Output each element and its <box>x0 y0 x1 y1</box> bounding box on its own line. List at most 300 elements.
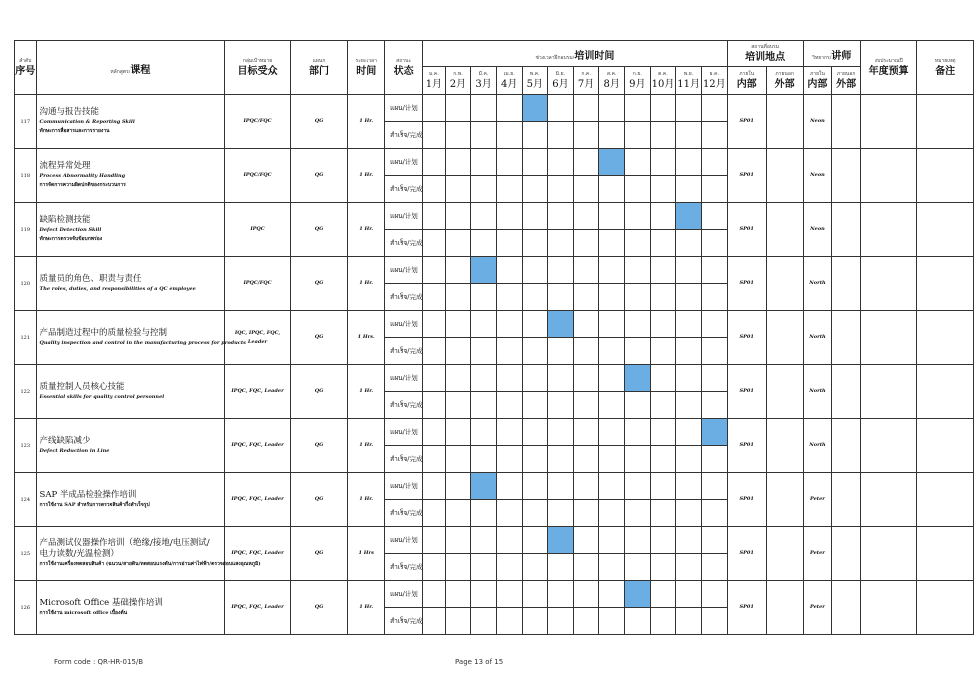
header-trainer-external: ภายนอก 外部 <box>832 67 861 95</box>
month-cell <box>599 581 625 608</box>
trainer-external <box>832 527 861 581</box>
trainer-internal: Neon <box>803 203 832 257</box>
month-cell-done <box>548 176 574 203</box>
table-row <box>15 527 974 554</box>
month-cell <box>701 527 727 554</box>
header-month-12: ธ.ค. 12月 <box>701 67 727 95</box>
status-plan: แผน/计划 <box>385 257 423 284</box>
month-cell-done <box>496 554 522 581</box>
month-cell-done <box>522 122 548 149</box>
month-cell <box>676 95 702 122</box>
remark <box>917 581 974 635</box>
location-internal: SP01 <box>727 419 766 473</box>
course-name-th: การใช้งาน microsoft office เบื้องต้น <box>39 609 128 616</box>
month-cell-done <box>471 554 497 581</box>
month-cell <box>625 203 651 230</box>
month-cell <box>650 365 676 392</box>
month-cell <box>423 365 446 392</box>
month-cell-done <box>573 554 599 581</box>
month-cell-done <box>573 122 599 149</box>
status-done: สำเร็จ/完成 <box>385 392 423 419</box>
trainer-external <box>832 203 861 257</box>
month-cell <box>522 311 548 338</box>
month-cell <box>548 95 574 122</box>
target-group: IQC, IPQC, FQC, Leader <box>225 311 291 365</box>
department: QG <box>290 311 347 365</box>
month-cell <box>423 473 446 500</box>
month-cell <box>650 257 676 284</box>
planned-month-cell <box>471 473 497 500</box>
annual-budget <box>860 419 916 473</box>
month-cell <box>676 473 702 500</box>
month-cell <box>573 203 599 230</box>
status-plan: แผน/计划 <box>385 473 423 500</box>
month-cell <box>445 365 471 392</box>
month-cell-done <box>676 446 702 473</box>
remark <box>917 203 974 257</box>
month-cell-done <box>548 284 574 311</box>
month-cell <box>548 365 574 392</box>
remark <box>917 527 974 581</box>
annual-budget <box>860 149 916 203</box>
month-cell <box>676 365 702 392</box>
month-cell-done <box>701 284 727 311</box>
month-cell <box>445 203 471 230</box>
course-name-cn: 产品测试仪器操作培训（绝缘/接地/电压测试/ <box>39 538 210 548</box>
month-cell-done <box>701 608 727 635</box>
month-cell <box>471 527 497 554</box>
month-cell <box>599 203 625 230</box>
row-number: 120 <box>15 257 37 311</box>
month-cell <box>650 95 676 122</box>
month-cell-done <box>676 500 702 527</box>
month-cell <box>599 257 625 284</box>
form-code: Form code : QR-HR-015/B <box>54 658 144 666</box>
planned-month-cell <box>522 95 548 122</box>
course-name-th: ทักษะการสื่อสารและการรายงาน <box>39 128 110 134</box>
month-cell <box>445 311 471 338</box>
month-cell <box>573 581 599 608</box>
month-cell-done <box>650 446 676 473</box>
header-month-7: ก.ค. 7月 <box>573 67 599 95</box>
month-cell-done <box>701 338 727 365</box>
month-cell <box>676 419 702 446</box>
month-cell <box>445 581 471 608</box>
trainer-internal: Peter <box>803 527 832 581</box>
month-cell-done <box>445 446 471 473</box>
month-cell-done <box>522 230 548 257</box>
month-cell <box>701 473 727 500</box>
month-cell <box>599 311 625 338</box>
month-cell-done <box>548 608 574 635</box>
month-cell-done <box>599 230 625 257</box>
month-cell-done <box>625 338 651 365</box>
planned-month-cell <box>676 203 702 230</box>
training-plan-table <box>14 40 974 635</box>
location-external <box>766 419 803 473</box>
course-name-th: การใช้งานเครื่องทดสอบสินค้า (ฉนวน/สายดิน/ทดสอบแรงดัน/การอ่านค่าไฟฟ้า/ตรวจสอบแสงอุณหภูมิ) <box>39 561 261 567</box>
month-cell-done <box>650 230 676 257</box>
month-cell-done <box>573 392 599 419</box>
month-cell-done <box>701 446 727 473</box>
month-cell-done <box>423 176 446 203</box>
header-month-4: เม.ย. 4月 <box>496 67 522 95</box>
month-cell-done <box>573 176 599 203</box>
month-cell-done <box>676 122 702 149</box>
status-done: สำเร็จ/完成 <box>385 176 423 203</box>
header-target: กลุ่มเป้าหมาย 目标受众 <box>225 41 291 95</box>
month-cell-done <box>522 338 548 365</box>
month-cell <box>625 473 651 500</box>
trainer-internal: Peter <box>803 581 832 635</box>
month-cell <box>496 365 522 392</box>
month-cell-done <box>496 122 522 149</box>
month-cell-done <box>471 338 497 365</box>
month-cell <box>599 419 625 446</box>
location-internal: SP01 <box>727 149 766 203</box>
month-cell <box>650 149 676 176</box>
duration: 1 Hr. <box>348 203 385 257</box>
header-course: หลักสูตร/课程 <box>36 41 225 95</box>
remark <box>917 95 974 149</box>
month-cell-done <box>573 284 599 311</box>
table-row <box>15 95 974 122</box>
remark <box>917 311 974 365</box>
month-cell-done <box>445 284 471 311</box>
month-cell <box>445 527 471 554</box>
month-cell-done <box>522 608 548 635</box>
location-external <box>766 311 803 365</box>
duration: 1 Hr. <box>348 257 385 311</box>
month-cell <box>599 95 625 122</box>
month-cell-done <box>522 500 548 527</box>
course-name-cn: 产线缺陷减少 <box>39 435 91 446</box>
month-cell-done <box>599 284 625 311</box>
month-cell <box>548 473 574 500</box>
month-cell <box>496 311 522 338</box>
month-cell <box>650 419 676 446</box>
row-number: 121 <box>15 311 37 365</box>
department: QG <box>290 419 347 473</box>
month-cell-done <box>445 338 471 365</box>
location-external <box>766 365 803 419</box>
remark <box>917 149 974 203</box>
planned-month-cell <box>625 581 651 608</box>
annual-budget <box>860 203 916 257</box>
header-month-1: ม.ค. 1月 <box>423 67 446 95</box>
department: QG <box>290 203 347 257</box>
trainer-internal: North <box>803 257 832 311</box>
location-internal: SP01 <box>727 581 766 635</box>
status-plan: แผน/计划 <box>385 419 423 446</box>
status-done: สำเร็จ/完成 <box>385 284 423 311</box>
course-name-th: การจัดการความผิดปกติของกระบวนการ <box>39 182 126 188</box>
month-cell-done <box>650 122 676 149</box>
month-cell-done <box>625 284 651 311</box>
trainer-internal: Peter <box>803 473 832 527</box>
location-external <box>766 527 803 581</box>
month-cell <box>423 419 446 446</box>
month-cell <box>423 311 446 338</box>
month-cell <box>650 203 676 230</box>
planned-month-cell <box>625 365 651 392</box>
month-cell-done <box>625 230 651 257</box>
annual-budget <box>860 473 916 527</box>
month-cell <box>445 473 471 500</box>
course-cell <box>36 203 225 257</box>
month-cell-done <box>548 446 574 473</box>
course-name-th: ทักษะการตรวจจับข้อบกพร่อง <box>39 236 103 242</box>
header-trainer: วิทยากร/讲师 <box>803 41 860 67</box>
month-cell-done <box>701 392 727 419</box>
month-cell-done <box>423 122 446 149</box>
status-plan: แผน/计划 <box>385 581 423 608</box>
month-cell <box>625 527 651 554</box>
department: QG <box>290 95 347 149</box>
month-cell <box>445 149 471 176</box>
month-cell-done <box>548 230 574 257</box>
month-cell-done <box>471 230 497 257</box>
trainer-external <box>832 257 861 311</box>
target-group: IPQC, FQC, Leader <box>225 527 291 581</box>
header-location-internal: ภายใน 内部 <box>727 67 766 95</box>
month-cell <box>625 149 651 176</box>
month-cell-done <box>522 176 548 203</box>
month-cell <box>548 257 574 284</box>
month-cell-done <box>599 338 625 365</box>
course-name-cn-line2: 电力读数/光温检测） <box>39 549 119 559</box>
month-cell-done <box>650 338 676 365</box>
month-cell-done <box>445 554 471 581</box>
table-row <box>15 149 974 176</box>
department: QG <box>290 257 347 311</box>
month-cell-done <box>599 446 625 473</box>
month-cell-done <box>445 608 471 635</box>
month-cell <box>701 203 727 230</box>
month-cell <box>471 419 497 446</box>
month-cell <box>522 257 548 284</box>
month-cell <box>701 581 727 608</box>
month-cell-done <box>676 230 702 257</box>
month-cell-done <box>471 284 497 311</box>
target-group: IPQC, FQC, Leader <box>225 473 291 527</box>
month-cell-done <box>625 446 651 473</box>
status-plan: แผน/计划 <box>385 365 423 392</box>
month-cell <box>471 311 497 338</box>
table-row <box>15 581 974 608</box>
trainer-external <box>832 149 861 203</box>
duration: 1 Hr. <box>348 581 385 635</box>
header-status: สถานะ 状态 <box>385 41 423 95</box>
target-group: IPQC/FQC <box>225 95 291 149</box>
course-cell <box>36 95 225 149</box>
month-cell-done <box>676 284 702 311</box>
location-external <box>766 257 803 311</box>
location-internal: SP01 <box>727 527 766 581</box>
remark <box>917 419 974 473</box>
header-month-11: พ.ย. 11月 <box>676 67 702 95</box>
status-plan: แผน/计划 <box>385 527 423 554</box>
month-cell <box>701 311 727 338</box>
month-cell-done <box>650 608 676 635</box>
month-cell-done <box>522 392 548 419</box>
status-plan: แผน/计划 <box>385 149 423 176</box>
month-cell <box>548 581 574 608</box>
course-name-cn: 产品制造过程中的质量检验与控制 <box>39 327 168 338</box>
month-cell <box>496 527 522 554</box>
month-cell <box>423 203 446 230</box>
month-cell-done <box>599 554 625 581</box>
location-internal: SP01 <box>727 473 766 527</box>
header-no: ลำดับ 序号 <box>15 41 37 95</box>
header-month-2: ก.พ. 2月 <box>445 67 471 95</box>
location-internal: SP01 <box>727 365 766 419</box>
month-cell <box>650 473 676 500</box>
target-group: IPQC, FQC, Leader <box>225 419 291 473</box>
month-cell-done <box>573 500 599 527</box>
planned-month-cell <box>471 257 497 284</box>
month-cell-done <box>496 338 522 365</box>
trainer-external <box>832 95 861 149</box>
location-external <box>766 95 803 149</box>
row-number: 123 <box>15 419 37 473</box>
trainer-external <box>832 365 861 419</box>
annual-budget <box>860 95 916 149</box>
header-training-period: ช่วงเวลาฝึกอบรม/培训时间 <box>423 41 728 67</box>
course-name-cn: SAP 半成品检验操作培训 <box>39 489 137 500</box>
status-plan: แผน/计划 <box>385 95 423 122</box>
trainer-external <box>832 581 861 635</box>
month-cell-done <box>701 122 727 149</box>
month-cell <box>573 149 599 176</box>
duration: 1 Hr. <box>348 95 385 149</box>
month-cell-done <box>676 554 702 581</box>
month-cell <box>573 527 599 554</box>
month-cell-done <box>625 122 651 149</box>
month-cell-done <box>496 392 522 419</box>
month-cell <box>522 203 548 230</box>
month-cell-done <box>423 230 446 257</box>
month-cell <box>496 149 522 176</box>
course-name-cn: 流程异常处理 <box>39 161 91 171</box>
duration: 1 Hrs <box>348 527 385 581</box>
month-cell-done <box>573 338 599 365</box>
course-name-cn: 缺陷检测技能 <box>39 215 91 225</box>
month-cell <box>423 257 446 284</box>
month-cell-done <box>650 500 676 527</box>
annual-budget <box>860 257 916 311</box>
month-cell <box>676 257 702 284</box>
month-cell <box>471 95 497 122</box>
month-cell <box>676 149 702 176</box>
trainer-internal: North <box>803 365 832 419</box>
trainer-internal: North <box>803 419 832 473</box>
header-location: สถานที่อบรม 培训地点 <box>727 41 803 67</box>
month-cell <box>573 473 599 500</box>
month-cell <box>599 527 625 554</box>
row-number: 119 <box>15 203 37 257</box>
trainer-external <box>832 311 861 365</box>
planned-month-cell <box>701 419 727 446</box>
month-cell-done <box>445 392 471 419</box>
month-cell <box>496 419 522 446</box>
header-location-external: ภายนอก 外部 <box>766 67 803 95</box>
month-cell-done <box>496 230 522 257</box>
month-cell <box>471 149 497 176</box>
month-cell-done <box>471 176 497 203</box>
target-group: IPQC/FQC <box>225 149 291 203</box>
duration: 1 Hrs. <box>348 311 385 365</box>
month-cell-done <box>445 500 471 527</box>
header-dept: แผนก 部门 <box>290 41 347 95</box>
header-month-6: มิ.ย. 6月 <box>548 67 574 95</box>
month-cell-done <box>423 446 446 473</box>
status-plan: แผน/计划 <box>385 203 423 230</box>
course-name-en: Defect Reduction in Line <box>39 447 110 454</box>
month-cell <box>496 473 522 500</box>
page-number: Page 13 of 15 <box>455 658 504 666</box>
month-cell-done <box>676 338 702 365</box>
month-cell-done <box>548 500 574 527</box>
month-cell-done <box>496 446 522 473</box>
month-cell <box>625 311 651 338</box>
course-name-cn: 质量控制人员核心技能 <box>39 381 125 392</box>
course-name-en: Process Abnormality Handling <box>39 173 126 179</box>
header-month-9: ก.ย. 9月 <box>625 67 651 95</box>
month-cell-done <box>522 284 548 311</box>
month-cell <box>548 203 574 230</box>
department: QG <box>290 473 347 527</box>
header-month-5: พ.ค. 5月 <box>522 67 548 95</box>
month-cell <box>573 311 599 338</box>
duration: 1 Hr. <box>348 365 385 419</box>
remark <box>917 473 974 527</box>
course-name-en: Defect Detection Skill <box>39 227 102 233</box>
table-row <box>15 473 974 500</box>
month-cell <box>573 95 599 122</box>
month-cell <box>445 257 471 284</box>
month-cell <box>676 581 702 608</box>
month-cell-done <box>423 500 446 527</box>
planned-month-cell <box>548 311 574 338</box>
month-cell <box>496 95 522 122</box>
annual-budget <box>860 365 916 419</box>
target-group: IPQC, FQC, Leader <box>225 581 291 635</box>
month-cell-done <box>548 338 574 365</box>
location-internal: SP01 <box>727 203 766 257</box>
location-external <box>766 149 803 203</box>
month-cell-done <box>625 608 651 635</box>
duration: 1 Hr. <box>348 419 385 473</box>
month-cell-done <box>676 392 702 419</box>
month-cell-done <box>625 176 651 203</box>
header-month-3: มี.ค. 3月 <box>471 67 497 95</box>
month-cell <box>423 527 446 554</box>
table-row <box>15 257 974 284</box>
status-done: สำเร็จ/完成 <box>385 500 423 527</box>
course-name-cn: 质量员的角色、职责与责任 <box>39 273 142 284</box>
header-remark: หมายเหตุ 备注 <box>917 41 974 95</box>
location-external <box>766 581 803 635</box>
planned-month-cell <box>599 149 625 176</box>
month-cell-done <box>650 392 676 419</box>
month-cell-done <box>548 122 574 149</box>
month-cell-done <box>701 176 727 203</box>
month-cell <box>548 419 574 446</box>
month-cell <box>599 365 625 392</box>
month-cell-done <box>625 554 651 581</box>
month-cell <box>522 149 548 176</box>
